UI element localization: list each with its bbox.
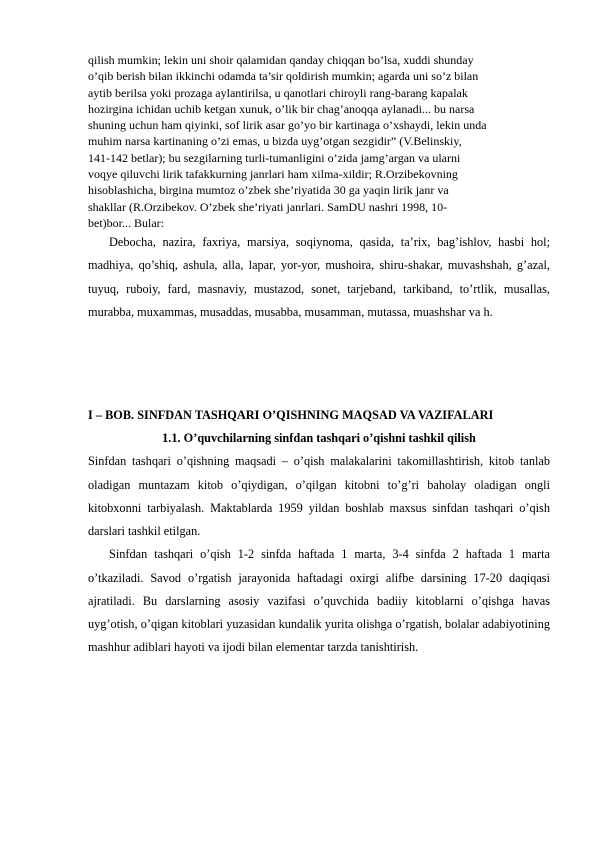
paragraph-1: Sinfdan tashqari o’qishning maqsadi – o’qish malakalarini takomillashtirish, kitob tanlab oladigan muntazam kitob o’qiydigan, o’qilgan kitobni to’g’ri baholay oladigan ongli kitobxonni tarbiyalash. Maktablarda 1959 yildan boshlab maxsus sinfdan tashqari o’qish darslari tashkil etilgan. xyxy=(88,454,550,539)
genres-paragraph: Debocha, nazira, faxriya, marsiya, soqiynoma, qasida, ta’rix, bag’ishlov, hasbi hol; madhiya, qo’shiq, ashula, alla, lapar, yor-yor, mushoira, shiru-shakar, muvashshah, g’azal, tuyuq, ruboiy, fard, masnaviy, mustazod, sonet, tarjeband, tarkiband, to’rtlik, musallas, murabba, muxammas, musaddas, musabba, musamman, mutassa, muashshar va h. xyxy=(88,235,550,319)
document-page xyxy=(88,52,550,659)
quote-text: qilish mumkin; lekin uni shoir qalamidan qanday chiqqan bo’lsa, xuddi shunday o’qib berish bilan ikkinchi odamda ta’sir qoldirish mumkin; agarda uni so’z bilan aytib berilsa yoki prozaga aylantirilsa, u qanotlari chiroyli rang-barang kapalak hozirgina ichidan uchib ketgan xunuk, o’lik bir chag’anoqqa aylanadi... bu narsa shuning uchun ham qiyinki, sof lirik asar go’yo bir kartinaga o’xshaydi, lekin unda muhim narsa kartinaning o’zi emas, u bizda uyg’otgan sezgidir” (V.Belinskiy, 141-142 betlar); bu sezgilarning turli-tumanligini o’zida jamg’argan va ularni voqye qiluvchi lirik tafakkurning janrlari ham xilma-xildir; R.Orzibekovning hisoblashicha, birgina mumtoz o’zbek she’riyatida 30 ga yaqin lirik janr va shakllar (R.Orzibekov. O’zbek she’riyati janrlari. SamDU nashri 1998, 10- bet)bor... Bular: xyxy=(88,53,487,230)
section-heading: 1.1. O’quvchilarning sinfdan tashqari o’qishni tashkil qilish xyxy=(162,431,476,446)
paragraph-2: Sinfdan tashqari o’qish 1-2 sinfda haftada 1 marta, 3-4 sinfda 2 haftada 1 marta o’tkaziladi. Savod o’rgatish jarayonida haftadagi oxirgi alifbe darsining 17-20 daqiqasi ajratiladi. Bu darslarning asosiy vazifasi o’quvchida badiiy kitoblarni o’qishga havas uyg’otish, o’qigan kitoblari yuzasidan kundalik yurita olishga o’rgatish, bolalar adabiyotining mashhur adiblari hayoti va ijodi bilan elementar tarzda tanishtirish. xyxy=(88,547,550,655)
chapter-heading: I – BOB. SINFDAN TASHQARI O’QISHNING MAQSAD VA VAZIFALARI xyxy=(88,408,494,423)
